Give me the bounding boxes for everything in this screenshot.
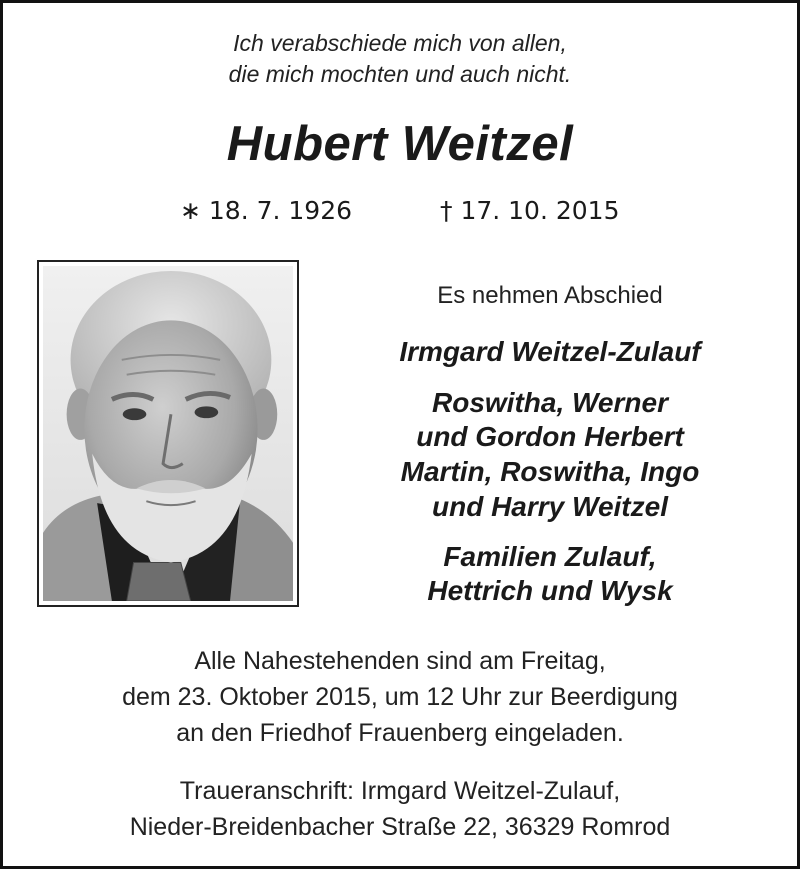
quote-line-1: Ich verabschiede mich von allen, xyxy=(233,30,567,56)
mourner-line: Roswitha, Werner xyxy=(432,387,668,418)
mourners-intro: Es nehmen Abschied xyxy=(437,282,663,309)
portrait-photo xyxy=(37,260,299,607)
funeral-info-line-1: Alle Nahestehenden sind am Freitag, xyxy=(194,647,606,675)
address-line-2: Nieder-Breidenbacher Straße 22, 36329 Romrod xyxy=(129,813,671,841)
mourner-line: Hettrich und Wysk xyxy=(427,575,673,606)
mourner-line: und Gordon Herbert xyxy=(416,421,684,452)
address-line-1: Traueranschrift: Irmgard Weitzel-Zulauf, xyxy=(179,777,621,805)
deceased-name: Hubert Weitzel xyxy=(226,117,574,171)
mourner-line: und Harry Weitzel xyxy=(432,491,668,522)
death-date: † 17. 10. 2015 xyxy=(440,196,620,225)
mourner-line: Familien Zulauf, xyxy=(443,541,657,572)
birth-date: ∗ 18. 7. 1926 xyxy=(180,196,353,225)
mourner-line: Irmgard Weitzel-Zulauf xyxy=(399,336,701,367)
funeral-info-line-3: an den Friedhof Frauenberg eingeladen. xyxy=(176,719,624,747)
mourner-line: Martin, Roswitha, Ingo xyxy=(400,456,700,487)
quote-line-2: die mich mochten und auch nicht. xyxy=(228,61,572,87)
portrait-image xyxy=(43,266,293,601)
funeral-info-line-2: dem 23. Oktober 2015, um 12 Uhr zur Beerdigung xyxy=(122,683,678,711)
